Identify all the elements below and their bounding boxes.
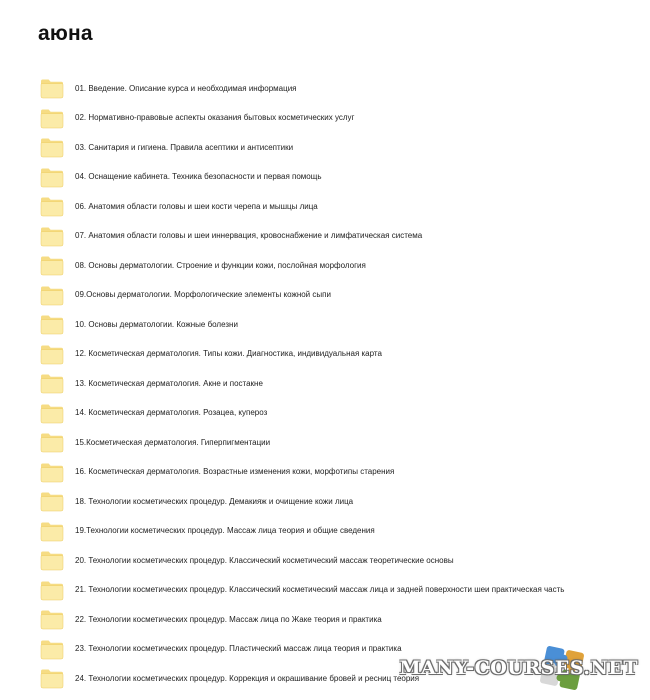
folder-icon [40, 108, 64, 129]
folder-icon [40, 432, 64, 453]
item-label: 06. Анатомия области головы и шеи кости черепа и мышцы лица [75, 201, 318, 211]
folder-icon [40, 609, 64, 630]
item-label: 21. Технологии косметических процедур. Классический косметический массаж лица и задней поверхности шеи практическая часть [75, 585, 565, 595]
item-label: 23. Технологии косметических процедур. Пластический массаж лица теория и практика [75, 644, 402, 654]
folder-icon [40, 344, 64, 365]
list-item[interactable] [40, 281, 640, 311]
list-item[interactable] [40, 192, 640, 222]
list-item[interactable] [40, 399, 640, 429]
item-label: 16. Косметическая дерматология. Возрастные изменения кожи, морфотипы старения [75, 467, 395, 477]
folder-icon [40, 137, 64, 158]
page-title: аюна [38, 22, 93, 45]
list-item[interactable] [40, 546, 640, 576]
folder-icon [40, 167, 64, 188]
item-label: 03. Санитария и гигиена. Правила асептики и антисептики [75, 142, 294, 152]
list-item[interactable] [40, 310, 640, 340]
folder-icon [40, 78, 64, 99]
list-item[interactable] [40, 517, 640, 547]
list-item[interactable] [40, 104, 640, 134]
item-label: 10. Основы дерматологии. Кожные болезни [75, 319, 238, 329]
folder-icon [40, 255, 64, 276]
item-label: 15.Косметическая дерматология. Гиперпигментации [75, 437, 271, 447]
folder-icon [40, 491, 64, 512]
watermark-text: MANY-COURSES.NET [399, 657, 638, 679]
folder-icon [40, 668, 64, 689]
item-label: 24. Технологии косметических процедур. Коррекция и окрашивание бровей и ресниц теория [75, 673, 420, 683]
folder-icon [40, 462, 64, 483]
folder-icon [40, 373, 64, 394]
list-item[interactable] [40, 251, 640, 281]
folder-icon [40, 521, 64, 542]
folder-list [40, 74, 640, 694]
item-label: 14. Косметическая дерматология. Розацеа, купероз [75, 408, 268, 418]
folder-icon [40, 403, 64, 424]
folder-icon [40, 639, 64, 660]
item-label: 09.Основы дерматологии. Морфологические элементы кожной сыпи [75, 290, 331, 300]
list-item[interactable] [40, 163, 640, 193]
folder-icon [40, 226, 64, 247]
item-label: 20. Технологии косметических процедур. Классический косметический массаж теоретические основы [75, 555, 454, 565]
item-label: 13. Косметическая дерматология. Акне и постакне [75, 378, 263, 388]
item-label: 18. Технологии косметических процедур. Демакияж и очищение кожи лица [75, 496, 354, 506]
list-item[interactable] [40, 605, 640, 635]
folder-icon [40, 314, 64, 335]
list-item[interactable] [40, 428, 640, 458]
folder-icon [40, 580, 64, 601]
list-item[interactable] [40, 369, 640, 399]
item-label: 08. Основы дерматологии. Строение и функции кожи, послойная морфология [75, 260, 366, 270]
item-label: 22. Технологии косметических процедур. Массаж лица по Жаке теория и практика [75, 614, 382, 624]
folder-icon [40, 196, 64, 217]
item-label: 02. Нормативно-правовые аспекты оказания бытовых косметических услуг [75, 113, 355, 123]
list-item[interactable] [40, 222, 640, 252]
list-item[interactable] [40, 340, 640, 370]
item-label: 04. Оснащение кабинета. Техника безопасности и первая помощь [75, 172, 322, 182]
folder-icon [40, 550, 64, 571]
list-item[interactable] [40, 487, 640, 517]
item-label: 19.Технологии косметических процедур. Массаж лица теория и общие сведения [75, 526, 375, 536]
list-item[interactable] [40, 133, 640, 163]
folder-icon [40, 285, 64, 306]
item-label: 12. Косметическая дерматология. Типы кожи. Диагностика, индивидуальная карта [75, 349, 382, 359]
item-label: 01. Введение. Описание курса и необходимая информация [75, 83, 297, 93]
list-item[interactable] [40, 74, 640, 104]
list-item[interactable] [40, 576, 640, 606]
watermark [399, 646, 638, 690]
item-label: 07. Анатомия области головы и шеи иннервация, кровоснабжение и лимфатическая система [75, 231, 423, 241]
list-item[interactable] [40, 458, 640, 488]
